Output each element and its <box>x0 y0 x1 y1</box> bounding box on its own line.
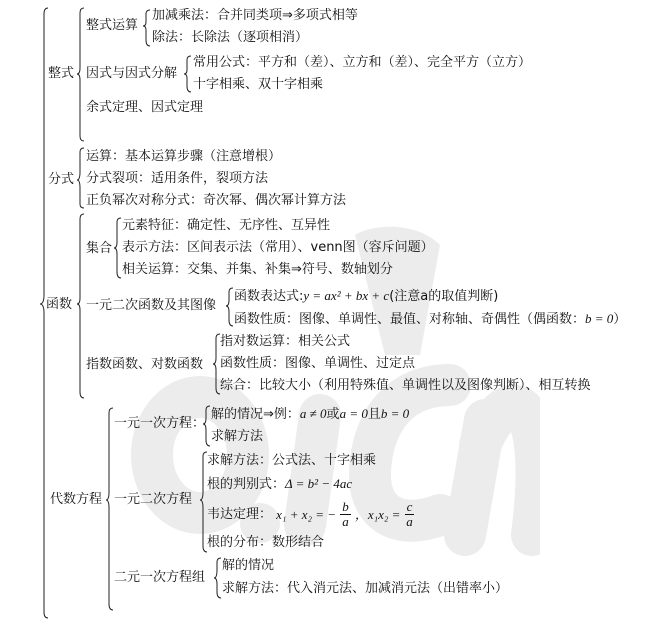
node-equation: 代数方程 <box>50 492 103 507</box>
node-linear-equation: 一元一次方程： <box>114 416 206 431</box>
disc-formula: Δ = b² − 4ac <box>285 476 353 491</box>
node-sets: 集合 <box>86 241 113 256</box>
vieta-num-c: c <box>406 499 413 514</box>
lin-sol-m1: a ≠ 0 <box>299 406 327 421</box>
leaf-system-method: 求解方法：代入消元法、加减消元法（出错率小） <box>222 581 509 596</box>
leaf-quad-method: 求解方法：公式法、十字相乘 <box>207 453 377 468</box>
leaf-set-notation: 表示方法：区间表示法（常用）、venn图（容斥问题） <box>122 240 434 255</box>
node-fraction: 分式 <box>48 172 75 187</box>
node-factorization: 因式与因式分解 <box>86 66 178 81</box>
node-exp-log: 指数函数、对数函数 <box>86 357 204 372</box>
node-quadratic-equation: 一元二次方程 <box>114 492 193 507</box>
expr-formula: y = ax² + bx + c <box>303 288 390 303</box>
leaf-fraction-ops: 运算：基本运算步骤（注意增根） <box>86 149 282 164</box>
leaf-discriminant <box>207 475 352 494</box>
leaf-common-formulas: 常用公式：平方和（差）、立方和（差）、完全平方（立方） <box>193 55 532 70</box>
leaf-exp-log-props: 函数性质：图像、单调性、过定点 <box>220 356 416 371</box>
leaf-function-properties <box>234 310 626 329</box>
disc-label: 根的判别式： <box>207 477 286 492</box>
props-text: 函数性质：图像、单调性、最值、对称轴、奇偶性（偶函数： <box>234 312 586 327</box>
leaf-set-operations: 相关运算：交集、并集、补集⇒符号、数轴划分 <box>122 262 393 277</box>
node-quadratic-function: 一元二次函数及其图像 <box>86 298 217 313</box>
leaf-exp-log-ops: 指对数运算：相关公式 <box>220 334 351 349</box>
node-integral: 整式 <box>48 66 75 81</box>
vieta-prod: ，x₁x₂ = <box>354 506 401 522</box>
leaf-add-mul: 加减乘法：合并同类项⇒多项式相等 <box>152 8 358 23</box>
leaf-division: 除法：长除法（逐项相消） <box>152 30 309 45</box>
leaf-system-solution: 解的情况 <box>222 558 275 573</box>
expr-note: (注意a的取值判断) <box>389 289 499 304</box>
node-integral-ops: 整式运算 <box>86 18 139 33</box>
lin-sol-m2: a = 0 <box>339 406 368 421</box>
leaf-linear-method: 求解方法 <box>211 429 264 444</box>
expr-label: 函数表达式: <box>234 289 304 304</box>
props-formula: b = 0 <box>585 311 614 326</box>
leaf-partial-fractions: 分式裂项：适用条件，裂项方法 <box>86 171 269 186</box>
leaf-linear-solution <box>211 405 409 424</box>
leaf-cross-multiplication: 十字相乘、双十字相乘 <box>193 77 324 92</box>
vieta-num-b: b <box>342 499 349 514</box>
node-function: 函数 <box>46 297 73 312</box>
leaf-function-expression <box>234 287 498 306</box>
leaf-remainder-theorem: 余式定理、因式定理 <box>86 100 204 115</box>
vieta-frac-ba <box>340 500 351 529</box>
vieta-den-a: a <box>342 514 349 529</box>
vieta-sum: x₁ + x₂ = − <box>276 506 337 522</box>
leaf-symmetric-fractions: 正负幂次对称分式：奇次幂、偶次幂计算方法 <box>86 193 347 208</box>
lin-sol-or: 或 <box>326 407 340 422</box>
vieta-den-a2: a <box>406 514 413 529</box>
lin-sol-and: 且 <box>367 407 381 422</box>
lin-sol-label: 解的情况⇒例： <box>211 407 300 422</box>
leaf-set-elements: 元素特征：确定性、无序性、互异性 <box>122 218 331 233</box>
vieta-label: 韦达定理： <box>207 506 273 522</box>
leaf-exp-log-compare: 综合：比较大小（利用特殊值、单调性以及图像判断）、相互转换 <box>220 378 591 393</box>
leaf-root-distribution: 根的分布：数形结合 <box>207 535 325 550</box>
props-end: ） <box>613 312 627 327</box>
node-linear-system: 二元一次方程组 <box>114 570 206 585</box>
lin-sol-m3: b = 0 <box>380 406 410 421</box>
leaf-vieta <box>207 500 414 529</box>
vieta-frac-ca <box>405 500 415 529</box>
